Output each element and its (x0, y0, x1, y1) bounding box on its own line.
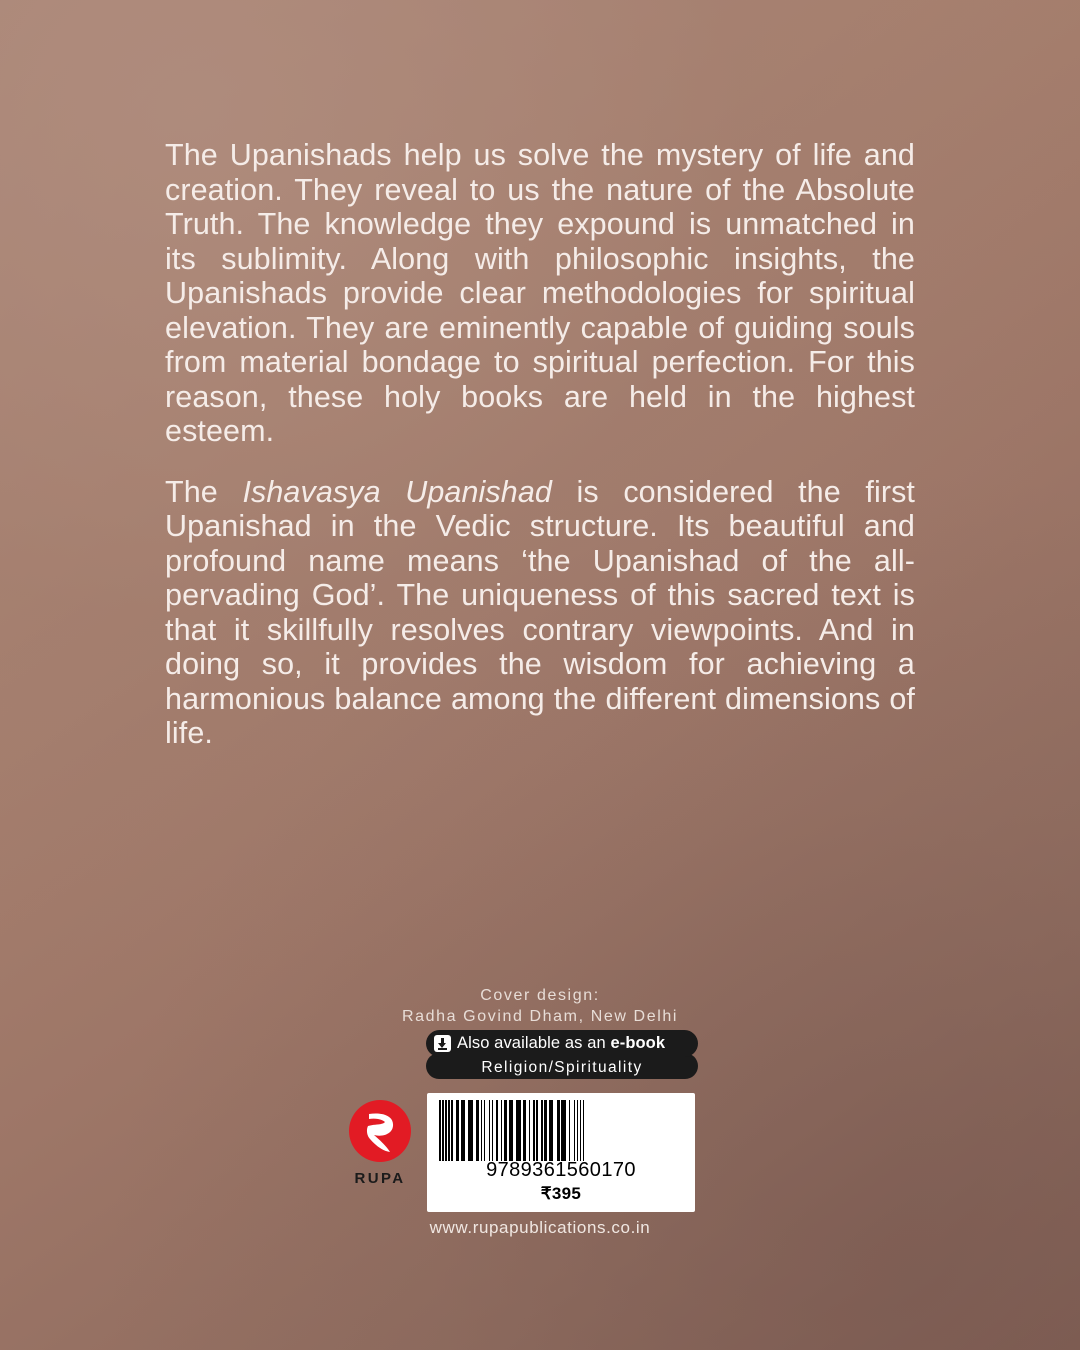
ebook-badge-label-plain: Also available as an (457, 1034, 611, 1052)
ebook-badge-label (457, 1034, 665, 1053)
blurb-paragraph-1 (165, 138, 915, 449)
genre-badge-label: Religion/Spirituality (481, 1059, 643, 1076)
ebook-badge (426, 1030, 698, 1057)
rupa-logo-icon (349, 1100, 411, 1162)
barcode-panel (427, 1093, 695, 1212)
price-label: ₹395 (540, 1184, 582, 1203)
cover-design-credit-line2: Radha Govind Dham, New Delhi (401, 1008, 679, 1025)
publisher-website: www.rupapublications.co.in (429, 1218, 651, 1237)
download-icon (434, 1035, 451, 1052)
blurb-text-block (165, 138, 915, 751)
publisher-logo (340, 1100, 420, 1187)
book-title-italic: Ishavasya Upanishad (242, 474, 552, 509)
blurb-paragraph-2-rest: is considered the first Upanishad in the Vedic structure. Its beautiful and profound name means ‘the Upanishad of the all-pervading God’. The uniqueness of this sacred text is that it skillfully resolves contrary viewpoints. And in doing so, it provides the wisdom for achieving a harmonious balance among the different dimensions of life. (165, 474, 916, 750)
blurb-paragraph-2 (165, 475, 915, 751)
cover-design-credit-line1: Cover design: (480, 987, 600, 1004)
publisher-name: RUPA (354, 1170, 406, 1187)
blurb-paragraph-2-lead: The (165, 474, 243, 509)
ebook-badge-label-bold: e-book (610, 1034, 666, 1052)
barcode-bars (439, 1100, 683, 1161)
cover-footer (0, 985, 1080, 1076)
badge-group (426, 1030, 736, 1076)
cover-design-credit (0, 985, 1080, 1027)
blurb-paragraph-1-text: The Upanishads help us solve the mystery of life and creation. They reveal to us the nature of the Absolute Truth. The knowledge they expound is unmatched in its sublimity. Along with philosophic insights, the Upanishads provide clear methodologies for spiritual elevation. They are eminently capable of guiding souls from material bondage to spiritual perfection. For this reason, these holy books are held in the highest esteem. (165, 138, 915, 448)
isbn-number: 9789361560170 (486, 1159, 636, 1181)
